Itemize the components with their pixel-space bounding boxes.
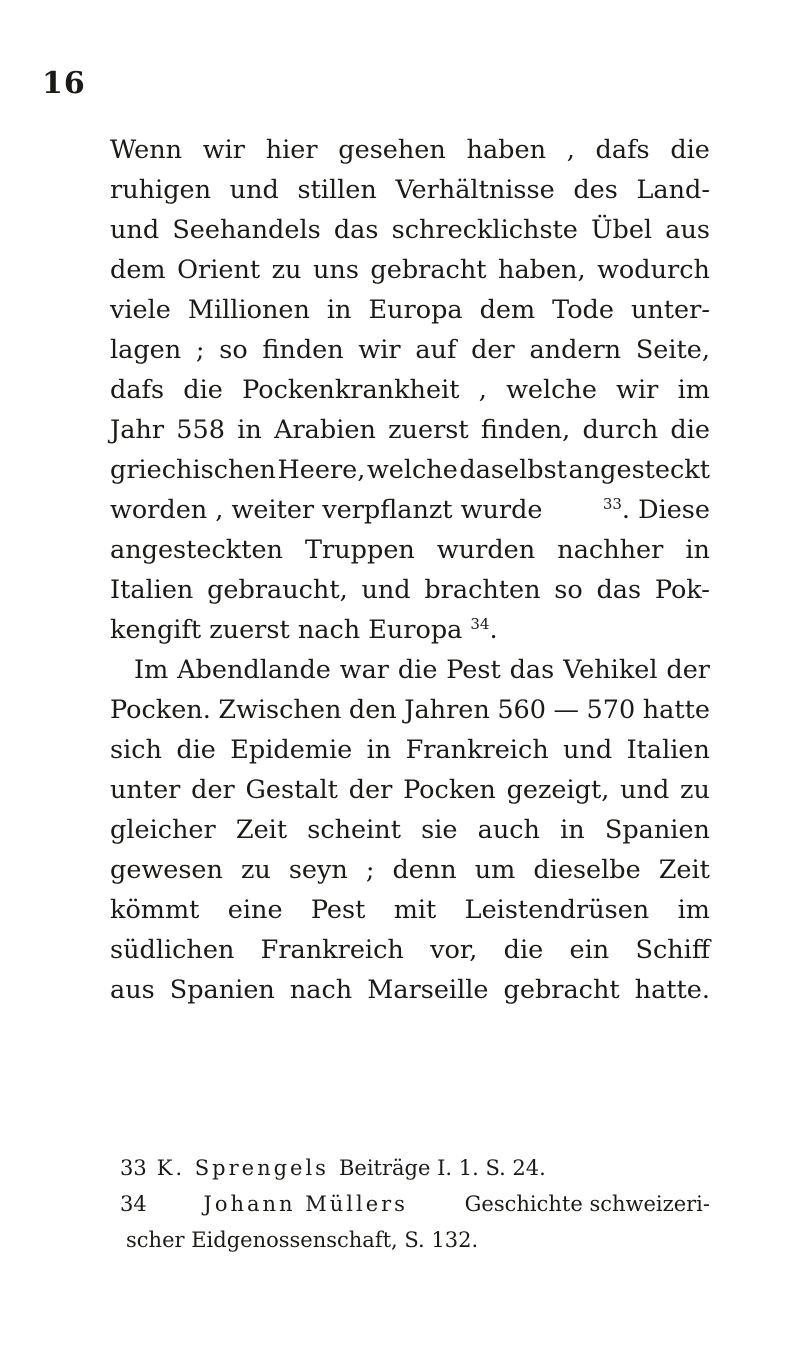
footnote-number: 34 bbox=[120, 1192, 147, 1216]
word: Frankreich bbox=[405, 735, 549, 765]
word: gebracht bbox=[370, 255, 487, 285]
text-line bbox=[110, 450, 710, 490]
text-line bbox=[110, 690, 710, 730]
footnote-text: Geschichte schweizeri- bbox=[464, 1192, 710, 1216]
word: zu bbox=[680, 775, 710, 805]
word: gesehen bbox=[338, 135, 446, 165]
word: Europa bbox=[368, 295, 463, 325]
word: Orient bbox=[177, 255, 261, 285]
word: dafs bbox=[595, 135, 650, 165]
word: 570 bbox=[586, 695, 636, 725]
word: ein bbox=[569, 935, 610, 965]
word: wurden bbox=[436, 535, 536, 565]
word: Italien bbox=[110, 575, 194, 605]
word: scheint bbox=[307, 815, 401, 845]
word: aus bbox=[665, 215, 710, 245]
text-line bbox=[110, 650, 710, 690]
word: durch bbox=[582, 415, 659, 445]
word: viele bbox=[110, 295, 171, 325]
word: nachher bbox=[557, 535, 664, 565]
text-line-with-ref-34 bbox=[110, 610, 710, 650]
word: und bbox=[229, 175, 279, 205]
word: Tode bbox=[552, 295, 614, 325]
text-line bbox=[110, 170, 710, 210]
word: in bbox=[366, 735, 392, 765]
word: und bbox=[361, 575, 411, 605]
word: die bbox=[503, 935, 544, 965]
word: brachten bbox=[424, 575, 541, 605]
word: so bbox=[219, 335, 248, 365]
text-line bbox=[110, 770, 710, 810]
footnote-34 bbox=[120, 1186, 710, 1222]
word: in bbox=[326, 295, 352, 325]
footnote-author: K. Sprengels bbox=[156, 1156, 329, 1180]
footnote-text: Beiträge I. 1. S. 24. bbox=[338, 1156, 546, 1180]
word: und bbox=[110, 215, 160, 245]
text-line bbox=[110, 210, 710, 250]
footnote-ref-34: 34 bbox=[470, 615, 490, 633]
text-line bbox=[110, 730, 710, 770]
word: schrecklichste bbox=[391, 215, 578, 245]
word: dieselbe bbox=[533, 855, 641, 885]
line-tail bbox=[603, 490, 710, 530]
word: griechischen bbox=[110, 455, 276, 485]
text-line bbox=[110, 330, 710, 370]
line-tail bbox=[470, 610, 497, 650]
word: der bbox=[191, 775, 235, 805]
word: unter- bbox=[630, 295, 710, 325]
word: auf bbox=[415, 335, 457, 365]
word: Jahr bbox=[110, 415, 165, 445]
word: Zeit bbox=[658, 855, 710, 885]
word: Millionen bbox=[187, 295, 310, 325]
word: Zeit bbox=[235, 815, 288, 845]
text-line bbox=[110, 850, 710, 890]
word: das bbox=[509, 655, 555, 685]
word: lagen bbox=[110, 335, 182, 365]
text-line bbox=[110, 810, 710, 850]
word: sich bbox=[110, 735, 162, 765]
word: Arabien bbox=[274, 415, 376, 445]
word: Jahren bbox=[404, 695, 490, 725]
word: Land- bbox=[636, 175, 710, 205]
word: zuerst bbox=[388, 415, 469, 445]
word: hatte bbox=[642, 695, 710, 725]
text-line bbox=[110, 290, 710, 330]
word: seyn bbox=[288, 855, 348, 885]
word: ruhigen bbox=[110, 175, 212, 205]
word: 558 bbox=[176, 415, 225, 445]
text-line bbox=[110, 250, 710, 290]
text-line bbox=[110, 370, 710, 410]
word: das bbox=[596, 575, 642, 605]
word: Pockenkrankheit bbox=[242, 375, 460, 405]
word: wir bbox=[358, 335, 401, 365]
word: Abendlande bbox=[177, 655, 331, 685]
word: Schiff bbox=[635, 935, 710, 965]
word: so bbox=[554, 575, 583, 605]
word: Pocken bbox=[403, 775, 496, 805]
word: mit bbox=[393, 895, 437, 925]
word: in bbox=[237, 415, 262, 445]
line-tail-text: . Diese bbox=[621, 495, 710, 525]
word: ; bbox=[365, 855, 375, 885]
word: und bbox=[563, 735, 613, 765]
text-line bbox=[110, 130, 710, 170]
word: südlichen bbox=[110, 935, 235, 965]
word: Truppen bbox=[305, 535, 415, 565]
word: dem bbox=[479, 295, 536, 325]
word: Marseille bbox=[367, 975, 489, 1005]
line-tail-text: . bbox=[489, 615, 498, 645]
footnote-author: Johann Müllers bbox=[203, 1192, 408, 1216]
word: stillen bbox=[297, 175, 377, 205]
word: Übel bbox=[591, 215, 653, 245]
word: welche bbox=[506, 375, 597, 405]
word: — bbox=[553, 695, 580, 725]
text-line bbox=[110, 410, 710, 450]
word: andern bbox=[529, 335, 622, 365]
word: eine bbox=[227, 895, 283, 925]
text-line-with-ref-33 bbox=[110, 490, 710, 530]
word: wir bbox=[202, 135, 245, 165]
word: angesteckt bbox=[568, 455, 710, 485]
word: den bbox=[348, 695, 397, 725]
word: vor, bbox=[430, 935, 478, 965]
line-text: kengift zuerst nach Europa bbox=[110, 615, 463, 645]
word: kömmt bbox=[110, 895, 200, 925]
word: 560 bbox=[497, 695, 546, 725]
word: Pocken. bbox=[110, 695, 211, 725]
word: der bbox=[666, 655, 710, 685]
word: war bbox=[339, 655, 389, 685]
word: finden bbox=[262, 335, 344, 365]
word: Verhältnisse bbox=[395, 175, 555, 205]
word: gezeigt, bbox=[506, 775, 610, 805]
word: Leistendrüsen bbox=[464, 895, 650, 925]
footnotes bbox=[120, 1150, 710, 1258]
word: wodurch bbox=[597, 255, 710, 285]
text-line bbox=[110, 570, 710, 610]
word: dem bbox=[110, 255, 166, 285]
word: der bbox=[348, 775, 393, 805]
word: Seite, bbox=[635, 335, 710, 365]
text-line bbox=[110, 530, 710, 570]
word: unter bbox=[110, 775, 181, 805]
word: gebracht bbox=[503, 975, 620, 1005]
word: in bbox=[685, 535, 710, 565]
word: Spanien bbox=[169, 975, 275, 1005]
word: Pest bbox=[310, 895, 366, 925]
word: Pok- bbox=[654, 575, 710, 605]
word: , bbox=[566, 135, 575, 165]
word: im bbox=[677, 895, 710, 925]
word: Gestalt bbox=[245, 775, 338, 805]
word: nach bbox=[289, 975, 353, 1005]
footnote-33 bbox=[120, 1150, 710, 1186]
word: angesteckten bbox=[110, 535, 283, 565]
word: , bbox=[478, 375, 487, 405]
word: denn bbox=[392, 855, 457, 885]
text-line bbox=[110, 930, 710, 970]
word: in bbox=[560, 815, 585, 845]
word: Wenn bbox=[110, 135, 183, 165]
word: Spanien bbox=[604, 815, 710, 845]
word: gewesen bbox=[110, 855, 223, 885]
word: Heere, bbox=[277, 455, 366, 485]
word: die bbox=[176, 735, 216, 765]
word: hatte. bbox=[634, 975, 710, 1005]
word: hier bbox=[265, 135, 318, 165]
word: zu bbox=[271, 255, 302, 285]
text-line bbox=[110, 970, 710, 1010]
word: sie bbox=[421, 815, 458, 845]
word: im bbox=[677, 375, 710, 405]
word: Epidemie bbox=[230, 735, 353, 765]
footnote-number: 33 bbox=[120, 1156, 147, 1180]
word: der bbox=[471, 335, 515, 365]
word: die bbox=[183, 375, 223, 405]
word: die bbox=[670, 135, 710, 165]
word: Zwischen bbox=[218, 695, 342, 725]
word: um bbox=[474, 855, 516, 885]
page-number: 16 bbox=[42, 66, 86, 101]
word: Italien bbox=[626, 735, 710, 765]
word: gleicher bbox=[110, 815, 216, 845]
word: die bbox=[397, 655, 438, 685]
word: des bbox=[573, 175, 618, 205]
word: daselbst bbox=[459, 455, 567, 485]
word: uns bbox=[312, 255, 359, 285]
word: wir bbox=[616, 375, 659, 405]
line-text: worden , weiter verpflanzt wurde bbox=[110, 495, 543, 525]
word: welche bbox=[366, 455, 458, 485]
word: haben, bbox=[498, 255, 586, 285]
word: dafs bbox=[110, 375, 165, 405]
footnote-34-continuation: scher Eidgenossenschaft, S. 132. bbox=[126, 1228, 479, 1252]
word: auch bbox=[477, 815, 540, 845]
word: aus bbox=[110, 975, 155, 1005]
word: und bbox=[620, 775, 670, 805]
word: zu bbox=[240, 855, 271, 885]
word: Vehikel bbox=[563, 655, 658, 685]
word: finden, bbox=[480, 415, 571, 445]
word: Im bbox=[134, 655, 169, 685]
word: haben bbox=[466, 135, 546, 165]
word: ; bbox=[195, 335, 205, 365]
footnote-ref-33: 33 bbox=[602, 495, 622, 513]
word: gebraucht, bbox=[207, 575, 348, 605]
text-line bbox=[110, 890, 710, 930]
word: Frankreich bbox=[260, 935, 404, 965]
word: Seehandels bbox=[172, 215, 321, 245]
word: Pest bbox=[446, 655, 501, 685]
word: das bbox=[333, 215, 379, 245]
main-paragraphs bbox=[110, 130, 710, 1010]
word: die bbox=[670, 415, 710, 445]
